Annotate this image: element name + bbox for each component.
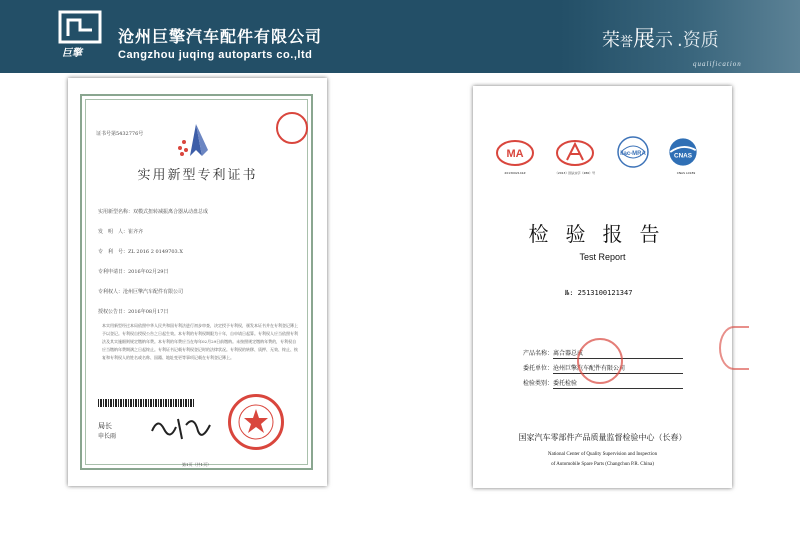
svg-text:MA: MA	[506, 148, 524, 160]
cnas-mark-icon	[663, 134, 703, 170]
cnas-caption: CNAS L0189	[676, 171, 696, 175]
product-label: 产品名称：	[523, 350, 554, 357]
patent-office-emblem-icon	[172, 120, 222, 162]
product-value: 离合器总成	[553, 348, 683, 359]
cma-caption: 2013002141Z	[504, 171, 526, 175]
patentee: 专利权人：沧州巨擎汽车配件有限公司	[98, 289, 184, 295]
report-subtitle: Test Report	[579, 252, 626, 262]
type-label: 检验类别：	[523, 380, 554, 387]
logo-text: 巨擎	[62, 48, 82, 59]
barcode	[98, 399, 194, 407]
cal-caption: （2013）国认实字（286）号	[554, 171, 596, 175]
signature	[148, 411, 218, 451]
certificate-title: 实用新型专利证书	[137, 168, 258, 183]
certificate-body: 本实用新型经过本局依照中华人民共和国专利法进行初步审查，决定授予专利权，颁发本证书并在专利登记簿上予以登记。专利权自授权公告之日起生效。本专利的专利权期限为十年，自申请日起算。专利权人应当依照专利法及其实施细则规定缴纳年费。本专利的年费应当在每年02月29日前缴纳。未按照规定缴纳年费的，专利权自应当缴纳年费期满之日起终止。专利证书记载专利权登记时的法律状况。专利权的转移、质押、无效、终止、恢复和专利权人的姓名或名称、国籍、地址变更等事项记载在专利登记簿上。	[102, 323, 298, 360]
client-label: 委托单位：	[523, 365, 554, 372]
inventor: 发 明 人：崔齐齐	[98, 229, 144, 235]
patent-certificate	[68, 78, 327, 486]
cert-top-seal	[276, 112, 308, 144]
utility-model-name: 实用新型名称：双模式扭转减振离合器从动盘总成	[98, 209, 209, 215]
filing-date: 专利申请日：2016年02月29日	[98, 269, 169, 275]
test-report	[473, 86, 732, 488]
report-title: 检验报告	[528, 222, 677, 246]
section-title-3: 展	[633, 27, 656, 52]
report-seal	[577, 338, 623, 384]
grant-date: 授权公告日：2016年08月17日	[98, 309, 169, 315]
cma-mark-icon	[495, 138, 535, 168]
inspection-center-en-2: of Automobile Spare Parts (Changchun P.R. China)	[551, 462, 654, 467]
report-edge-seal	[719, 326, 749, 370]
client-value: 沧州巨擎汽车配件有限公司	[553, 363, 683, 374]
section-title	[602, 22, 719, 53]
cal-mark-icon	[555, 138, 595, 168]
inspection-center-cn: 国家汽车零部件产品质量监督检验中心（长春）	[518, 433, 687, 442]
patent-number: 专 利 号：ZL 2016 2 0149703.X	[98, 249, 183, 255]
section-title-5: .资质	[677, 30, 719, 51]
inspection-center-en-1: National Center of Quality Supervision and Inspection	[547, 452, 658, 457]
company-name-cn: 沧州巨擎汽车配件有限公司	[118, 27, 323, 46]
cert-number: 证书号第5432776号	[96, 131, 144, 137]
section-subtitle: qualification	[693, 60, 742, 68]
header-banner	[0, 0, 800, 73]
section-title-2: 誉	[620, 35, 634, 50]
report-number: №: 2513100121347	[565, 289, 633, 297]
section-title-1: 荣	[602, 30, 620, 51]
company-name-en: Cangzhou juqing autoparts co.,ltd	[118, 49, 313, 61]
section-title-4: 示	[655, 30, 674, 51]
page-label: 第1页（共1页）	[182, 462, 212, 467]
type-value: 委托检验	[553, 378, 683, 389]
patent-office-seal	[228, 394, 284, 450]
svg-text:CNAS: CNAS	[673, 152, 693, 160]
signer-name: 申长雨	[98, 433, 117, 440]
ilac-mra-mark-icon	[613, 134, 653, 170]
signer-title: 局长	[98, 422, 112, 430]
svg-text:ilac-MRA: ilac-MRA	[620, 151, 646, 157]
